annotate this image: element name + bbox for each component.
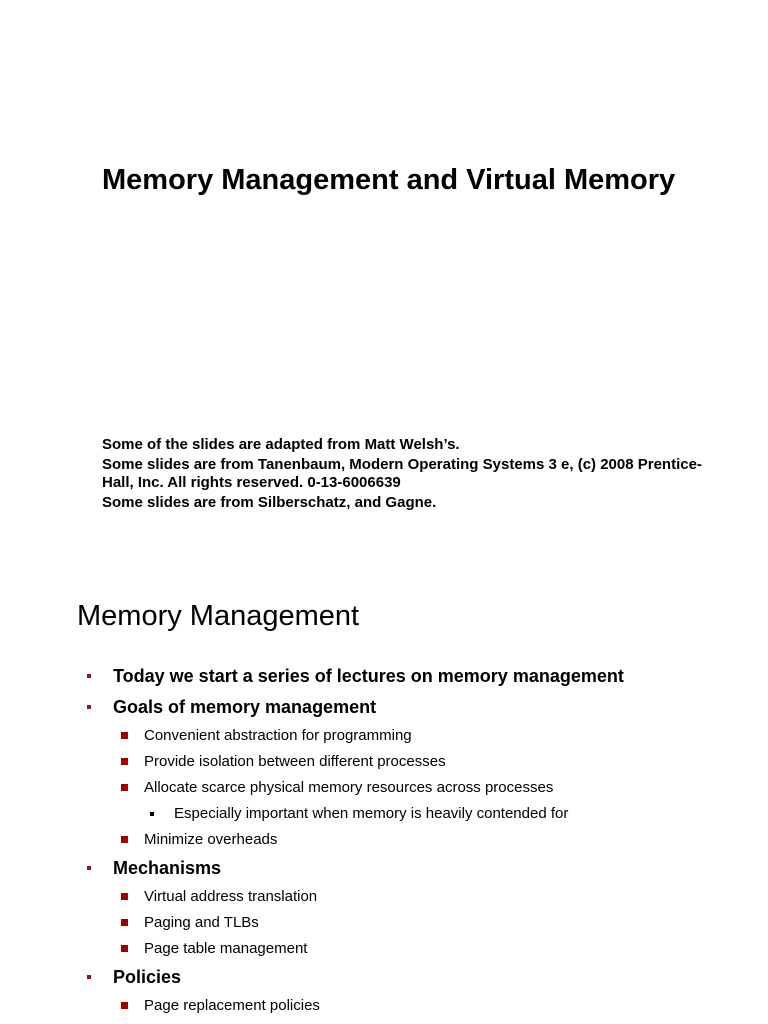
list-item bbox=[0, 752, 768, 778]
square-bullet-icon bbox=[87, 866, 91, 870]
list-item bbox=[0, 830, 768, 856]
item-text: Provide isolation between different processes bbox=[144, 753, 446, 770]
list-item bbox=[0, 965, 768, 996]
item-text: Convenient abstraction for programming bbox=[144, 727, 412, 744]
square-bullet-icon bbox=[87, 705, 91, 709]
item-text: Mechanisms bbox=[113, 858, 222, 878]
credit-line: Some slides are from Silberschatz, and Gagne. bbox=[102, 494, 437, 511]
item-text: Goals of memory management bbox=[113, 697, 377, 717]
square-bullet-icon bbox=[121, 784, 128, 791]
credits-block bbox=[102, 436, 722, 514]
list-item bbox=[0, 887, 768, 913]
item-text: Page replacement policies bbox=[144, 997, 320, 1014]
item-text: Paging and TLBs bbox=[144, 914, 259, 931]
list-item bbox=[0, 856, 768, 887]
square-bullet-icon bbox=[121, 1002, 128, 1009]
bullet-list bbox=[0, 664, 768, 1022]
credit-line: Some of the slides are adapted from Matt Welsh’s. bbox=[102, 436, 460, 453]
square-bullet-icon bbox=[150, 812, 154, 816]
square-bullet-icon bbox=[87, 975, 91, 979]
content-slide bbox=[0, 576, 768, 1024]
item-text: Virtual address translation bbox=[144, 888, 318, 905]
item-text: Allocate scarce physical memory resources across processes bbox=[144, 779, 554, 796]
slide-heading: Memory Management bbox=[77, 600, 360, 632]
item-text: Today we start a series of lectures on memory management bbox=[113, 666, 624, 686]
item-text: Minimize overheads bbox=[144, 831, 278, 848]
square-bullet-icon bbox=[121, 893, 128, 900]
square-bullet-icon bbox=[121, 758, 128, 765]
list-item bbox=[0, 996, 768, 1022]
list-item bbox=[0, 726, 768, 752]
square-bullet-icon bbox=[121, 919, 128, 926]
item-text: Especially important when memory is heavily contended for bbox=[174, 805, 569, 822]
square-bullet-icon bbox=[121, 732, 128, 739]
item-text: Policies bbox=[113, 967, 182, 987]
list-item bbox=[0, 664, 768, 695]
list-item bbox=[0, 939, 768, 965]
square-bullet-icon bbox=[121, 945, 128, 952]
list-item bbox=[0, 913, 768, 939]
list-item bbox=[0, 804, 768, 830]
list-item bbox=[0, 778, 768, 804]
list-item bbox=[0, 695, 768, 726]
credit-line: Some slides are from Tanenbaum, Modern Operating Systems 3 e, (c) 2008 Prentice-Hall, Inc. All rights reserved. 0-13-6006639 bbox=[102, 456, 702, 491]
square-bullet-icon bbox=[121, 836, 128, 843]
item-text: Page table management bbox=[144, 940, 308, 957]
slide-title: Memory Management and Virtual Memory bbox=[102, 164, 676, 196]
square-bullet-icon bbox=[87, 674, 91, 678]
